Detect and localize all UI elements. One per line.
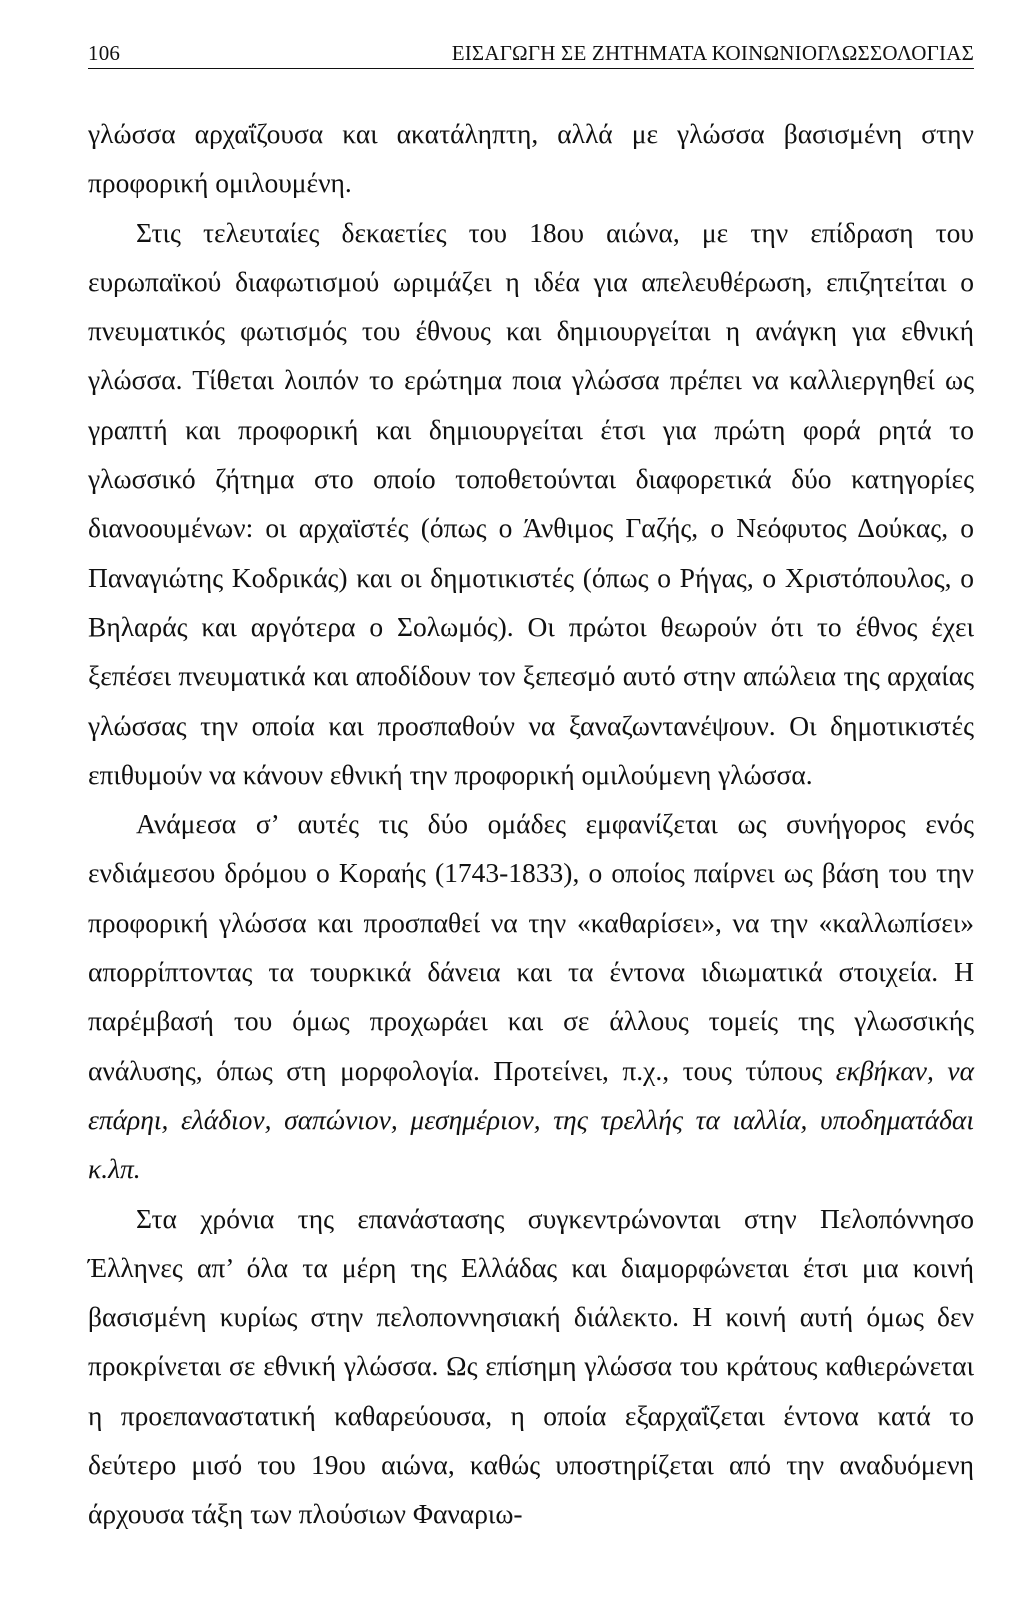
running-title: ΕΙΣΑΓΩΓΗ ΣΕ ΖΗΤΗΜΑΤΑ ΚΟΙΝΩΝΙΟΓΛΩΣΣΟΛΟΓΙΑΣ: [451, 41, 974, 65]
paragraph-3-examples: εκβήκαν, να επάρηι, ελάδιον, σαπώνιον, μεσημέριον, της τρελλής τα ιαλλία, υποδηματάδαι κ.λπ.: [88, 1054, 974, 1185]
page-number: 106: [88, 41, 121, 65]
paragraph-1: γλώσσα αρχαΐζουσα και ακατάληπτη, αλλά με γλώσσα βασισμένη στην προφορική ομιλουμένη.: [88, 118, 974, 199]
body-text: [88, 109, 974, 1539]
paragraph-3-text: Ανάμεσα σ’ αυτές τις δύο ομάδες εμφανίζεται ως συνήγορος ενός ενδιάμεσου δρόμου ο Κοραής (1743-1833), ο οποίος παίρνει ως βάση του την προφορική γλώσσα και προσπαθεί να την «καθαρίσει», να την «καλλωπίσει» απορρίπτοντας τα τουρκικά δάνεια και τα έντονα ιδιωματικά στοιχεία. Η παρέμβασή του όμως προχωράει και σε άλλους τομείς της γλωσσικής ανάλυσης, όπως στη μορφολογία. Προτείνει, π.χ., τους τύπους: [88, 808, 974, 1086]
paragraph-3: [88, 799, 974, 1193]
paragraph-4: Στα χρόνια της επανάστασης συγκεντρώνονται στην Πελοπόννησο Έλληνες απ’ όλα τα μέρη της Ελλάδας και διαμορφώνεται έτσι μια κοινή βασισμένη κυρίως στην πελοποννησιακή διάλεκτο. Η κοινή αυτή όμως δεν προκρίνεται σε εθνική γλώσσα. Ως επίσημη γλώσσα του κράτους καθιερώνεται η προεπαναστατική καθαρεύουσα, η οποία εξαρχαΐζεται έντονα κατά το δεύτερο μισό του 19ου αιώνα, καθώς υποστηρίζεται από την αναδυόμενη άρχουσα τάξη των πλούσιων Φαναριω-: [88, 1202, 974, 1530]
running-header: [88, 40, 974, 69]
book-page: [88, 40, 974, 1539]
paragraph-2: Στις τελευταίες δεκαετίες του 18ου αιώνα, με την επίδραση του ευρωπαϊκού διαφωτισμού ωριμάζει η ιδέα για απελευθέρωση, επιζητείται ο πνευματικός φωτισμός του έθνους και δημιουργείται η ανάγκη για εθνική γλώσσα. Τίθεται λοιπόν το ερώτημα ποια γλώσσα πρέπει να καλλιεργηθεί ως γραπτή και προφορική και δημιουργείται έτσι για πρώτη φορά ρητά το γλωσσικό ζήτημα στο οποίο τοποθετούνται διαφορετικά δύο κατηγορίες διανοουμένων: οι αρχαϊστές (όπως ο Άνθιμος Γαζής, ο Νεόφυτος Δούκας, ο Παναγιώτης Κοδρικάς) και οι δημοτικιστές (όπως ο Ρήγας, ο Χριστόπουλος, ο Βηλαράς και αργότερα ο Σολωμός). Οι πρώτοι θεωρούν ότι το έθνος έχει ξεπέσει πνευματικά και αποδίδουν τον ξεπεσμό αυτό στην απώλεια της αρχαίας γλώσσας την οποία και προσπαθούν να ξαναζωντανέψουν. Οι δημοτικιστές επιθυμούν να κάνουν εθνική την προφορική ομιλούμενη γλώσσα.: [88, 216, 974, 790]
